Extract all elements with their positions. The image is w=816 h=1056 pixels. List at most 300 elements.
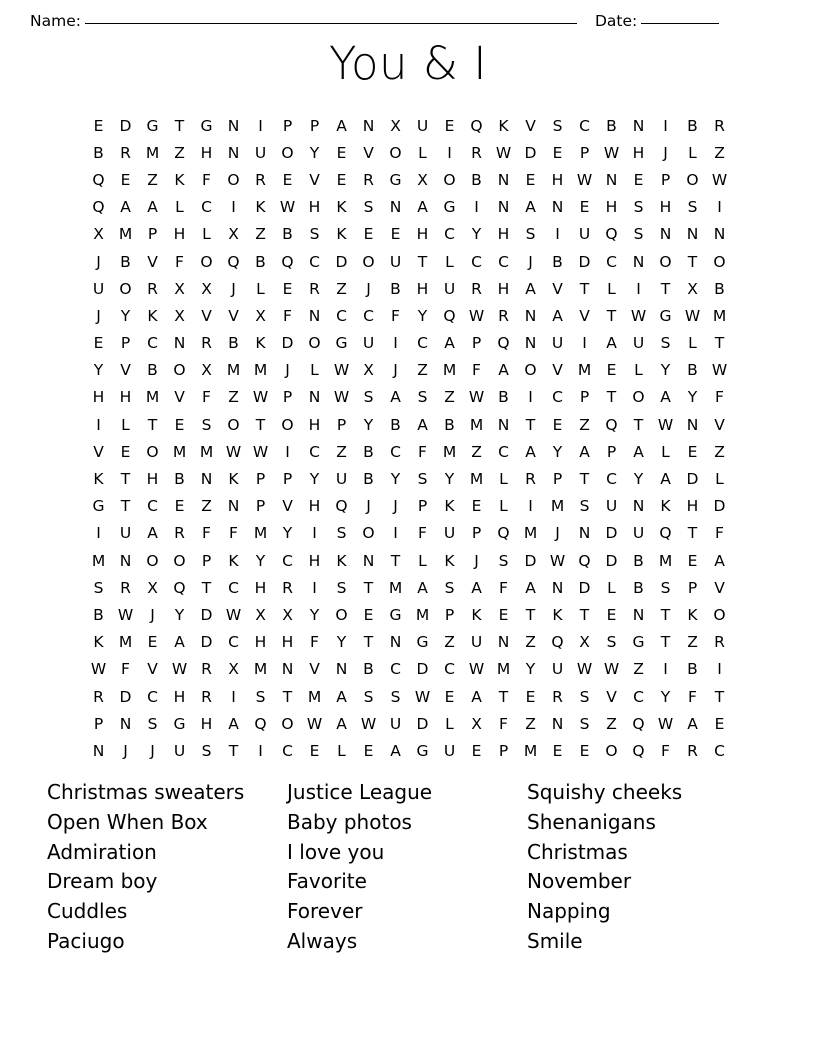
grid-cell[interactable]: X [255, 306, 266, 325]
grid-cell[interactable]: Y [282, 524, 293, 543]
grid-cell[interactable]: V [93, 442, 104, 461]
grid-cell[interactable]: S [525, 225, 536, 244]
grid-cell[interactable]: T [714, 334, 725, 353]
grid-cell[interactable]: N [173, 334, 186, 353]
grid-cell[interactable]: D [416, 714, 429, 733]
grid-cell[interactable]: M [145, 143, 160, 162]
grid-cell[interactable]: S [336, 578, 347, 597]
grid-cell[interactable]: T [687, 524, 698, 543]
grid-cell[interactable]: N [362, 551, 375, 570]
grid-cell[interactable]: K [255, 334, 266, 353]
grid-cell[interactable]: I [717, 660, 722, 679]
grid-cell[interactable]: A [498, 361, 509, 380]
grid-cell[interactable]: X [390, 116, 401, 135]
grid-cell[interactable]: M [91, 551, 106, 570]
grid-cell[interactable]: D [524, 143, 537, 162]
grid-cell[interactable]: Y [174, 605, 185, 624]
grid-cell[interactable]: Z [471, 442, 482, 461]
grid-cell[interactable]: N [632, 497, 645, 516]
grid-cell[interactable]: V [714, 415, 725, 434]
grid-cell[interactable]: I [312, 578, 317, 597]
grid-cell[interactable]: R [93, 687, 104, 706]
grid-cell[interactable]: P [444, 605, 455, 624]
grid-cell[interactable]: U [119, 524, 132, 543]
grid-cell[interactable]: N [200, 470, 213, 489]
grid-cell[interactable]: W [414, 687, 431, 706]
grid-cell[interactable]: C [498, 252, 509, 271]
grid-cell[interactable]: L [607, 578, 616, 597]
grid-cell[interactable]: R [471, 143, 482, 162]
grid-cell[interactable]: C [390, 442, 401, 461]
grid-cell[interactable]: R [201, 334, 212, 353]
grid-cell[interactable]: B [363, 442, 374, 461]
grid-cell[interactable]: P [579, 143, 590, 162]
grid-cell[interactable]: N [227, 143, 240, 162]
grid-cell[interactable]: E [606, 361, 617, 380]
grid-cell[interactable]: C [336, 306, 347, 325]
grid-cell[interactable]: C [417, 334, 428, 353]
grid-cell[interactable]: Y [93, 361, 104, 380]
grid-cell[interactable]: Z [525, 633, 536, 652]
grid-cell[interactable]: R [255, 170, 266, 189]
grid-cell[interactable]: Y [309, 605, 320, 624]
grid-cell[interactable]: C [147, 334, 158, 353]
grid-cell[interactable]: E [363, 605, 374, 624]
grid-cell[interactable]: B [390, 415, 401, 434]
grid-cell[interactable]: F [202, 170, 211, 189]
grid-cell[interactable]: C [498, 442, 509, 461]
grid-cell[interactable]: L [121, 415, 130, 434]
grid-cell[interactable]: G [416, 633, 429, 652]
grid-cell[interactable]: O [227, 170, 240, 189]
grid-cell[interactable]: S [417, 470, 428, 489]
grid-cell[interactable]: V [282, 497, 293, 516]
grid-cell[interactable]: E [687, 551, 698, 570]
word-list-item[interactable]: Christmas [527, 839, 628, 864]
grid-cell[interactable]: H [254, 633, 267, 652]
grid-cell[interactable]: R [147, 279, 158, 298]
grid-cell[interactable]: U [605, 497, 618, 516]
grid-cell[interactable]: Q [92, 198, 105, 217]
grid-cell[interactable]: R [309, 279, 320, 298]
grid-cell[interactable]: J [96, 252, 101, 271]
grid-cell[interactable]: B [687, 116, 698, 135]
grid-cell[interactable]: M [550, 497, 565, 516]
grid-cell[interactable]: S [579, 714, 590, 733]
grid-cell[interactable]: Y [525, 660, 536, 679]
grid-cell[interactable]: Z [444, 388, 455, 407]
grid-cell[interactable]: M [442, 361, 457, 380]
grid-cell[interactable]: F [283, 306, 292, 325]
grid-cell[interactable]: A [525, 578, 536, 597]
grid-cell[interactable]: H [119, 388, 132, 407]
grid-cell[interactable]: T [525, 605, 536, 624]
grid-cell[interactable]: D [335, 252, 348, 271]
grid-cell[interactable]: H [416, 279, 429, 298]
grid-cell[interactable]: P [552, 470, 563, 489]
grid-cell[interactable]: A [417, 415, 428, 434]
grid-cell[interactable]: L [499, 497, 508, 516]
grid-cell[interactable]: J [150, 605, 155, 624]
grid-cell[interactable]: H [416, 225, 429, 244]
grid-cell[interactable]: W [630, 306, 647, 325]
grid-cell[interactable]: H [686, 497, 699, 516]
grid-cell[interactable]: Q [173, 578, 186, 597]
grid-cell[interactable]: D [578, 578, 591, 597]
grid-cell[interactable]: K [147, 306, 158, 325]
grid-cell[interactable]: V [201, 306, 212, 325]
grid-cell[interactable]: H [632, 143, 645, 162]
grid-cell[interactable]: W [603, 660, 620, 679]
grid-cell[interactable]: E [471, 741, 482, 760]
grid-cell[interactable]: Z [336, 442, 347, 461]
grid-cell[interactable]: X [174, 306, 185, 325]
grid-cell[interactable]: A [417, 198, 428, 217]
grid-cell[interactable]: C [228, 578, 239, 597]
grid-cell[interactable]: K [228, 551, 239, 570]
grid-cell[interactable]: B [120, 252, 131, 271]
grid-cell[interactable]: R [201, 660, 212, 679]
grid-cell[interactable]: T [714, 687, 725, 706]
grid-cell[interactable]: U [551, 334, 564, 353]
grid-cell[interactable]: Y [417, 306, 428, 325]
grid-cell[interactable]: D [686, 470, 699, 489]
grid-cell[interactable]: P [471, 334, 482, 353]
grid-cell[interactable]: Z [201, 497, 212, 516]
grid-cell[interactable]: N [497, 633, 510, 652]
grid-cell[interactable]: A [633, 442, 644, 461]
word-list-item[interactable]: Admiration [47, 839, 157, 864]
grid-cell[interactable]: O [524, 361, 537, 380]
grid-cell[interactable]: W [711, 170, 728, 189]
grid-cell[interactable]: H [146, 470, 159, 489]
grid-cell[interactable]: E [309, 741, 320, 760]
grid-cell[interactable]: U [551, 660, 564, 679]
grid-cell[interactable]: Q [659, 524, 672, 543]
grid-cell[interactable]: E [174, 415, 185, 434]
grid-cell[interactable]: C [471, 252, 482, 271]
grid-cell[interactable]: D [605, 551, 618, 570]
grid-cell[interactable]: H [497, 279, 510, 298]
grid-cell[interactable]: R [174, 524, 185, 543]
grid-cell[interactable]: R [714, 116, 725, 135]
grid-cell[interactable]: Y [336, 633, 347, 652]
grid-cell[interactable]: B [633, 578, 644, 597]
grid-cell[interactable]: E [444, 116, 455, 135]
grid-cell[interactable]: I [258, 116, 263, 135]
grid-cell[interactable]: M [523, 741, 538, 760]
grid-cell[interactable]: W [576, 170, 593, 189]
grid-cell[interactable]: F [202, 388, 211, 407]
grid-cell[interactable]: V [363, 143, 374, 162]
grid-cell[interactable]: L [337, 741, 346, 760]
word-list-item[interactable]: Forever [287, 899, 363, 924]
grid-cell[interactable]: Z [714, 442, 725, 461]
grid-cell[interactable]: K [336, 198, 347, 217]
grid-cell[interactable]: M [415, 605, 430, 624]
grid-cell[interactable]: U [416, 116, 429, 135]
grid-cell[interactable]: Q [227, 252, 240, 271]
grid-cell[interactable]: H [497, 225, 510, 244]
grid-cell[interactable]: H [551, 170, 564, 189]
grid-cell[interactable]: B [363, 660, 374, 679]
grid-cell[interactable]: N [497, 170, 510, 189]
grid-cell[interactable]: W [306, 714, 323, 733]
grid-cell[interactable]: M [253, 524, 268, 543]
grid-cell[interactable]: A [174, 633, 185, 652]
grid-cell[interactable]: W [468, 660, 485, 679]
grid-cell[interactable]: G [146, 116, 159, 135]
grid-cell[interactable]: Z [417, 361, 428, 380]
grid-cell[interactable]: B [174, 470, 185, 489]
grid-cell[interactable]: A [525, 442, 536, 461]
grid-cell[interactable]: L [256, 279, 265, 298]
grid-cell[interactable]: Q [578, 551, 591, 570]
grid-cell[interactable]: O [605, 741, 618, 760]
grid-cell[interactable]: M [523, 524, 538, 543]
grid-cell[interactable]: O [281, 143, 294, 162]
word-list-item[interactable]: Dream boy [47, 869, 158, 894]
grid-cell[interactable]: D [281, 334, 294, 353]
grid-cell[interactable]: E [552, 415, 563, 434]
grid-cell[interactable]: T [282, 687, 293, 706]
grid-cell[interactable]: P [282, 388, 293, 407]
grid-cell[interactable]: M [658, 551, 673, 570]
grid-cell[interactable]: N [389, 198, 402, 217]
grid-cell[interactable]: C [606, 470, 617, 489]
grid-cell[interactable]: M [577, 361, 592, 380]
grid-cell[interactable]: A [444, 334, 455, 353]
grid-cell[interactable]: Q [551, 633, 564, 652]
grid-cell[interactable]: F [715, 388, 724, 407]
grid-cell[interactable]: Y [471, 225, 482, 244]
grid-cell[interactable]: Y [444, 470, 455, 489]
grid-cell[interactable]: K [444, 551, 455, 570]
grid-cell[interactable]: M [469, 470, 484, 489]
grid-cell[interactable]: Q [443, 306, 456, 325]
grid-cell[interactable]: W [360, 714, 377, 733]
grid-cell[interactable]: A [606, 334, 617, 353]
grid-cell[interactable]: O [713, 605, 726, 624]
grid-cell[interactable]: O [443, 170, 456, 189]
grid-cell[interactable]: P [282, 116, 293, 135]
grid-cell[interactable]: J [231, 279, 236, 298]
grid-cell[interactable]: G [200, 116, 213, 135]
grid-cell[interactable]: F [229, 524, 238, 543]
grid-cell[interactable]: X [417, 170, 428, 189]
grid-cell[interactable]: S [633, 225, 644, 244]
grid-cell[interactable]: U [362, 334, 375, 353]
grid-cell[interactable]: Q [632, 714, 645, 733]
grid-cell[interactable]: R [498, 306, 509, 325]
grid-cell[interactable]: R [282, 578, 293, 597]
grid-cell[interactable]: E [363, 741, 374, 760]
grid-cell[interactable]: H [254, 578, 267, 597]
grid-cell[interactable]: T [255, 415, 266, 434]
grid-cell[interactable]: S [633, 198, 644, 217]
grid-cell[interactable]: D [200, 633, 213, 652]
grid-cell[interactable]: F [499, 714, 508, 733]
grid-cell[interactable]: O [173, 361, 186, 380]
grid-cell[interactable]: M [253, 361, 268, 380]
grid-cell[interactable]: D [119, 116, 132, 135]
grid-cell[interactable]: C [282, 551, 293, 570]
grid-cell[interactable]: Y [309, 470, 320, 489]
grid-cell[interactable]: R [471, 279, 482, 298]
grid-cell[interactable]: I [393, 334, 398, 353]
grid-cell[interactable]: N [227, 116, 240, 135]
grid-cell[interactable]: T [660, 633, 671, 652]
grid-cell[interactable]: A [120, 198, 131, 217]
grid-cell[interactable]: T [363, 578, 374, 597]
grid-cell[interactable]: J [393, 361, 398, 380]
grid-cell[interactable]: A [417, 578, 428, 597]
grid-cell[interactable]: K [228, 470, 239, 489]
word-list-item[interactable]: I love you [287, 839, 385, 864]
grid-cell[interactable]: T [525, 415, 536, 434]
grid-cell[interactable]: S [660, 578, 671, 597]
grid-cell[interactable]: L [418, 143, 427, 162]
grid-cell[interactable]: K [660, 497, 671, 516]
grid-cell[interactable]: C [606, 252, 617, 271]
grid-cell[interactable]: Y [633, 470, 644, 489]
grid-cell[interactable]: P [309, 116, 320, 135]
grid-cell[interactable]: U [578, 225, 591, 244]
grid-cell[interactable]: A [579, 442, 590, 461]
grid-cell[interactable]: H [92, 388, 105, 407]
grid-cell[interactable]: L [310, 361, 319, 380]
word-list-item[interactable]: Napping [527, 899, 611, 924]
grid-cell[interactable]: B [147, 361, 158, 380]
grid-cell[interactable]: Q [254, 714, 267, 733]
grid-cell[interactable]: W [171, 660, 188, 679]
grid-cell[interactable]: O [389, 143, 402, 162]
grid-cell[interactable]: B [714, 279, 725, 298]
grid-cell[interactable]: O [146, 551, 159, 570]
grid-cell[interactable]: V [147, 252, 158, 271]
grid-cell[interactable]: P [417, 497, 428, 516]
grid-cell[interactable]: F [175, 252, 184, 271]
grid-cell[interactable]: L [445, 252, 454, 271]
grid-cell[interactable]: Y [390, 470, 401, 489]
grid-cell[interactable]: I [663, 116, 668, 135]
grid-cell[interactable]: Y [660, 687, 671, 706]
word-list-item[interactable]: Cuddles [47, 899, 128, 924]
grid-cell[interactable]: J [366, 497, 371, 516]
grid-cell[interactable]: Z [579, 415, 590, 434]
grid-cell[interactable]: S [660, 334, 671, 353]
grid-cell[interactable]: L [688, 143, 697, 162]
grid-cell[interactable]: T [660, 279, 671, 298]
grid-cell[interactable]: M [226, 361, 241, 380]
grid-cell[interactable]: G [335, 334, 348, 353]
grid-cell[interactable]: B [498, 388, 509, 407]
grid-cell[interactable]: Z [525, 714, 536, 733]
grid-cell[interactable]: B [444, 415, 455, 434]
grid-cell[interactable]: A [660, 470, 671, 489]
grid-cell[interactable]: S [552, 116, 563, 135]
grid-cell[interactable]: C [714, 741, 725, 760]
grid-cell[interactable]: M [253, 660, 268, 679]
grid-cell[interactable]: A [471, 578, 482, 597]
grid-cell[interactable]: F [418, 442, 427, 461]
word-list-item[interactable]: Christmas sweaters [47, 780, 245, 804]
word-list-item[interactable]: Open When Box [47, 809, 208, 834]
grid-cell[interactable]: I [393, 524, 398, 543]
grid-cell[interactable]: P [282, 470, 293, 489]
grid-cell[interactable]: H [173, 225, 186, 244]
grid-cell[interactable]: U [470, 633, 483, 652]
grid-cell[interactable]: S [255, 687, 266, 706]
grid-cell[interactable]: C [201, 198, 212, 217]
grid-cell[interactable]: B [552, 252, 563, 271]
grid-cell[interactable]: R [687, 741, 698, 760]
grid-cell[interactable]: J [96, 306, 101, 325]
grid-cell[interactable]: J [663, 143, 668, 162]
grid-cell[interactable]: S [363, 388, 374, 407]
grid-cell[interactable]: P [687, 578, 698, 597]
grid-cell[interactable]: E [498, 605, 509, 624]
grid-cell[interactable]: Z [336, 279, 347, 298]
grid-cell[interactable]: B [93, 143, 104, 162]
grid-cell[interactable]: H [308, 198, 321, 217]
grid-cell[interactable]: B [471, 170, 482, 189]
grid-cell[interactable]: S [201, 741, 212, 760]
grid-cell[interactable]: Y [120, 306, 131, 325]
grid-cell[interactable]: X [201, 279, 212, 298]
grid-cell[interactable]: Y [660, 361, 671, 380]
grid-cell[interactable]: R [363, 170, 374, 189]
grid-cell[interactable]: N [524, 334, 537, 353]
grid-cell[interactable]: T [363, 633, 374, 652]
grid-cell[interactable]: U [389, 252, 402, 271]
grid-cell[interactable]: S [687, 198, 698, 217]
grid-cell[interactable]: C [363, 306, 374, 325]
grid-cell[interactable]: I [285, 442, 290, 461]
grid-cell[interactable]: W [252, 388, 269, 407]
grid-cell[interactable]: E [147, 633, 158, 652]
grid-cell[interactable]: V [579, 306, 590, 325]
grid-cell[interactable]: Q [632, 741, 645, 760]
grid-cell[interactable]: W [684, 306, 701, 325]
grid-cell[interactable]: L [175, 198, 184, 217]
grid-cell[interactable]: M [118, 225, 133, 244]
grid-cell[interactable]: U [443, 741, 456, 760]
grid-cell[interactable]: T [174, 116, 185, 135]
grid-cell[interactable]: M [442, 442, 457, 461]
grid-cell[interactable]: O [173, 551, 186, 570]
grid-cell[interactable]: L [715, 470, 724, 489]
grid-cell[interactable]: Z [147, 170, 158, 189]
grid-cell[interactable]: V [147, 660, 158, 679]
grid-cell[interactable]: V [309, 170, 320, 189]
grid-cell[interactable]: N [632, 252, 645, 271]
grid-cell[interactable]: Z [228, 388, 239, 407]
grid-cell[interactable]: U [443, 524, 456, 543]
grid-cell[interactable]: D [605, 524, 618, 543]
word-list-item[interactable]: Squishy cheeks [527, 780, 683, 804]
grid-cell[interactable]: X [147, 578, 158, 597]
grid-cell[interactable]: V [120, 361, 131, 380]
grid-cell[interactable]: A [525, 198, 536, 217]
grid-cell[interactable]: O [362, 524, 375, 543]
grid-cell[interactable]: E [633, 170, 644, 189]
grid-cell[interactable]: C [444, 225, 455, 244]
grid-cell[interactable]: Z [606, 714, 617, 733]
grid-cell[interactable]: C [552, 388, 563, 407]
grid-cell[interactable]: F [499, 578, 508, 597]
grid-cell[interactable]: S [201, 415, 212, 434]
